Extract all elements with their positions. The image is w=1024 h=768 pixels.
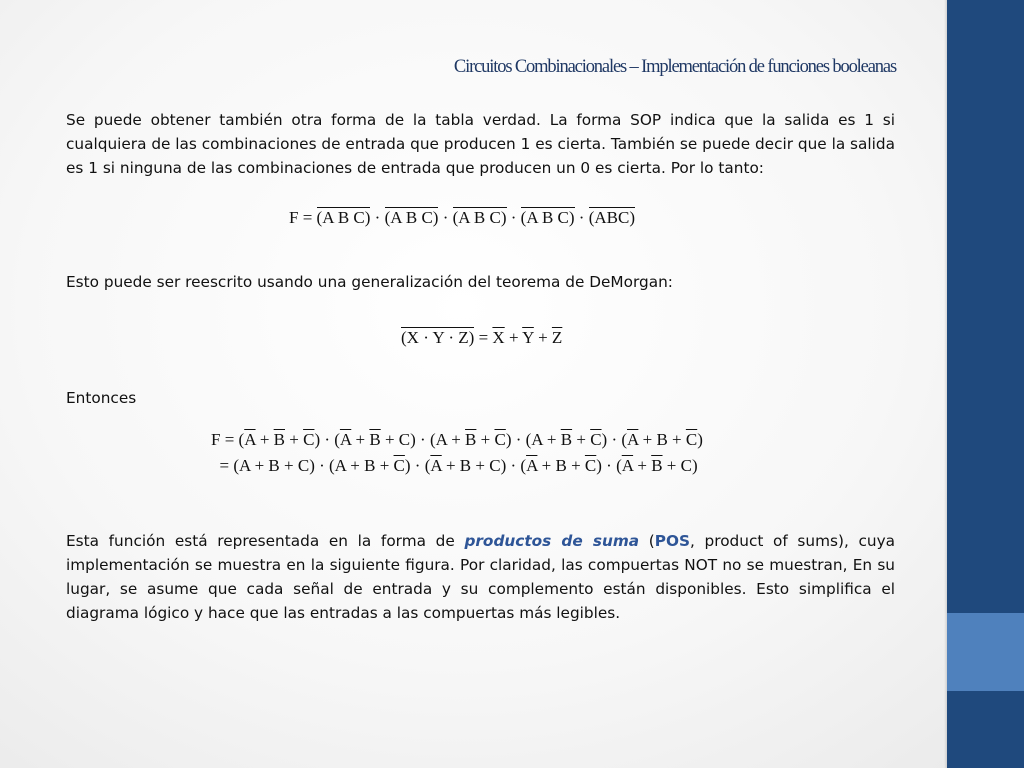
paragraph-pos-description	[66, 529, 895, 625]
p4-emphasis-pos: POS	[654, 532, 690, 550]
equation-demorgan: $(X \cdot Y \cdot Z) = \overline{X} + \overline{Y} + \overline{Z}$	[401, 328, 563, 347]
paragraph-sop-intro: Se puede obtener también otra forma de la tabla verdad. La forma SOP indica que la salida es 1 si cualquiera de las combinaciones de entrada que producen 1 es cierta. También se puede decir que la salida es 1 si ninguna de las combinaciones de entrada que producen un 0 es cierta. Por lo tanto:	[66, 111, 895, 177]
equation-f-sums-2: = $(A + B + C) \cdot (A + B + \overline{C}) \cdot (\overline{A} + B + C) \cdot (\overline{A} + B + \overline{C}) \cdot (\overline{A} + \overline{B} + C)$	[219, 456, 698, 475]
eq1-lhs: F =	[289, 208, 313, 227]
paragraph-demorgan: Esto puede ser reescrito usando una generalización del teorema de DeMorgan:	[66, 273, 673, 291]
equation-f-products: $F = (\overline{A}$ $\overline{B}$ $\overline{C}) \cdot (\overline{A}$ $\overline{B}$ $C) \cdot (\overline{A}$ B $\overline{C}) \cdot (\overline{A}$ B C) · (ABC)	[289, 208, 635, 227]
eq3-lhs: F =	[211, 430, 235, 449]
eq4-lhs: =	[219, 456, 230, 475]
equation-f-sums-1: $F = (\overline{A} + \overline{B} + \overline{C}) \cdot (\overline{A} + \overline{B} + C) \cdot (A + \overline{B} + \overline{C}) \cdot (A + \overline{B} + \overline{C}) \cdot (\overline{A} + B + \overline{C})$	[211, 430, 703, 449]
eq1-term-3: ($\overline{A}$ B $\overline{C}$)	[452, 208, 507, 227]
p4-emphasis-productos-de-suma: productos de suma	[464, 532, 640, 550]
p4-text-before: Esta función está representada en la forma de	[66, 532, 465, 550]
eq1-term-4: ($\overline{A}$ B C)	[520, 208, 575, 227]
sidebar-accent-block	[947, 613, 1024, 691]
p4-text-after: , product of sums), cuya implementación se muestra en la siguiente figura. Por claridad, las compuertas NOT no se muestran, En su lugar, se asume que cada señal de entrada y su complemento están disponibles. Esto simplifica el diagrama lógico y hace que las entradas a las compuertas más legibles.	[66, 532, 895, 622]
eq2-lhs: (X · Y · Z)	[401, 328, 475, 347]
eq1-term-2: ($\overline{A}$ $\overline{B}$ C)	[384, 208, 439, 227]
paragraph-entonces: Entonces	[66, 389, 137, 407]
eq1-term-5: (ABC)	[588, 208, 635, 227]
slide-title: Circuitos Combinacionales – Implementación de funciones booleanas	[453, 57, 896, 77]
eq1-term-1: ($\overline{A}$ $\overline{B}$ $\overline{C}$)	[316, 208, 371, 227]
p4-text-paren: (	[639, 532, 655, 550]
